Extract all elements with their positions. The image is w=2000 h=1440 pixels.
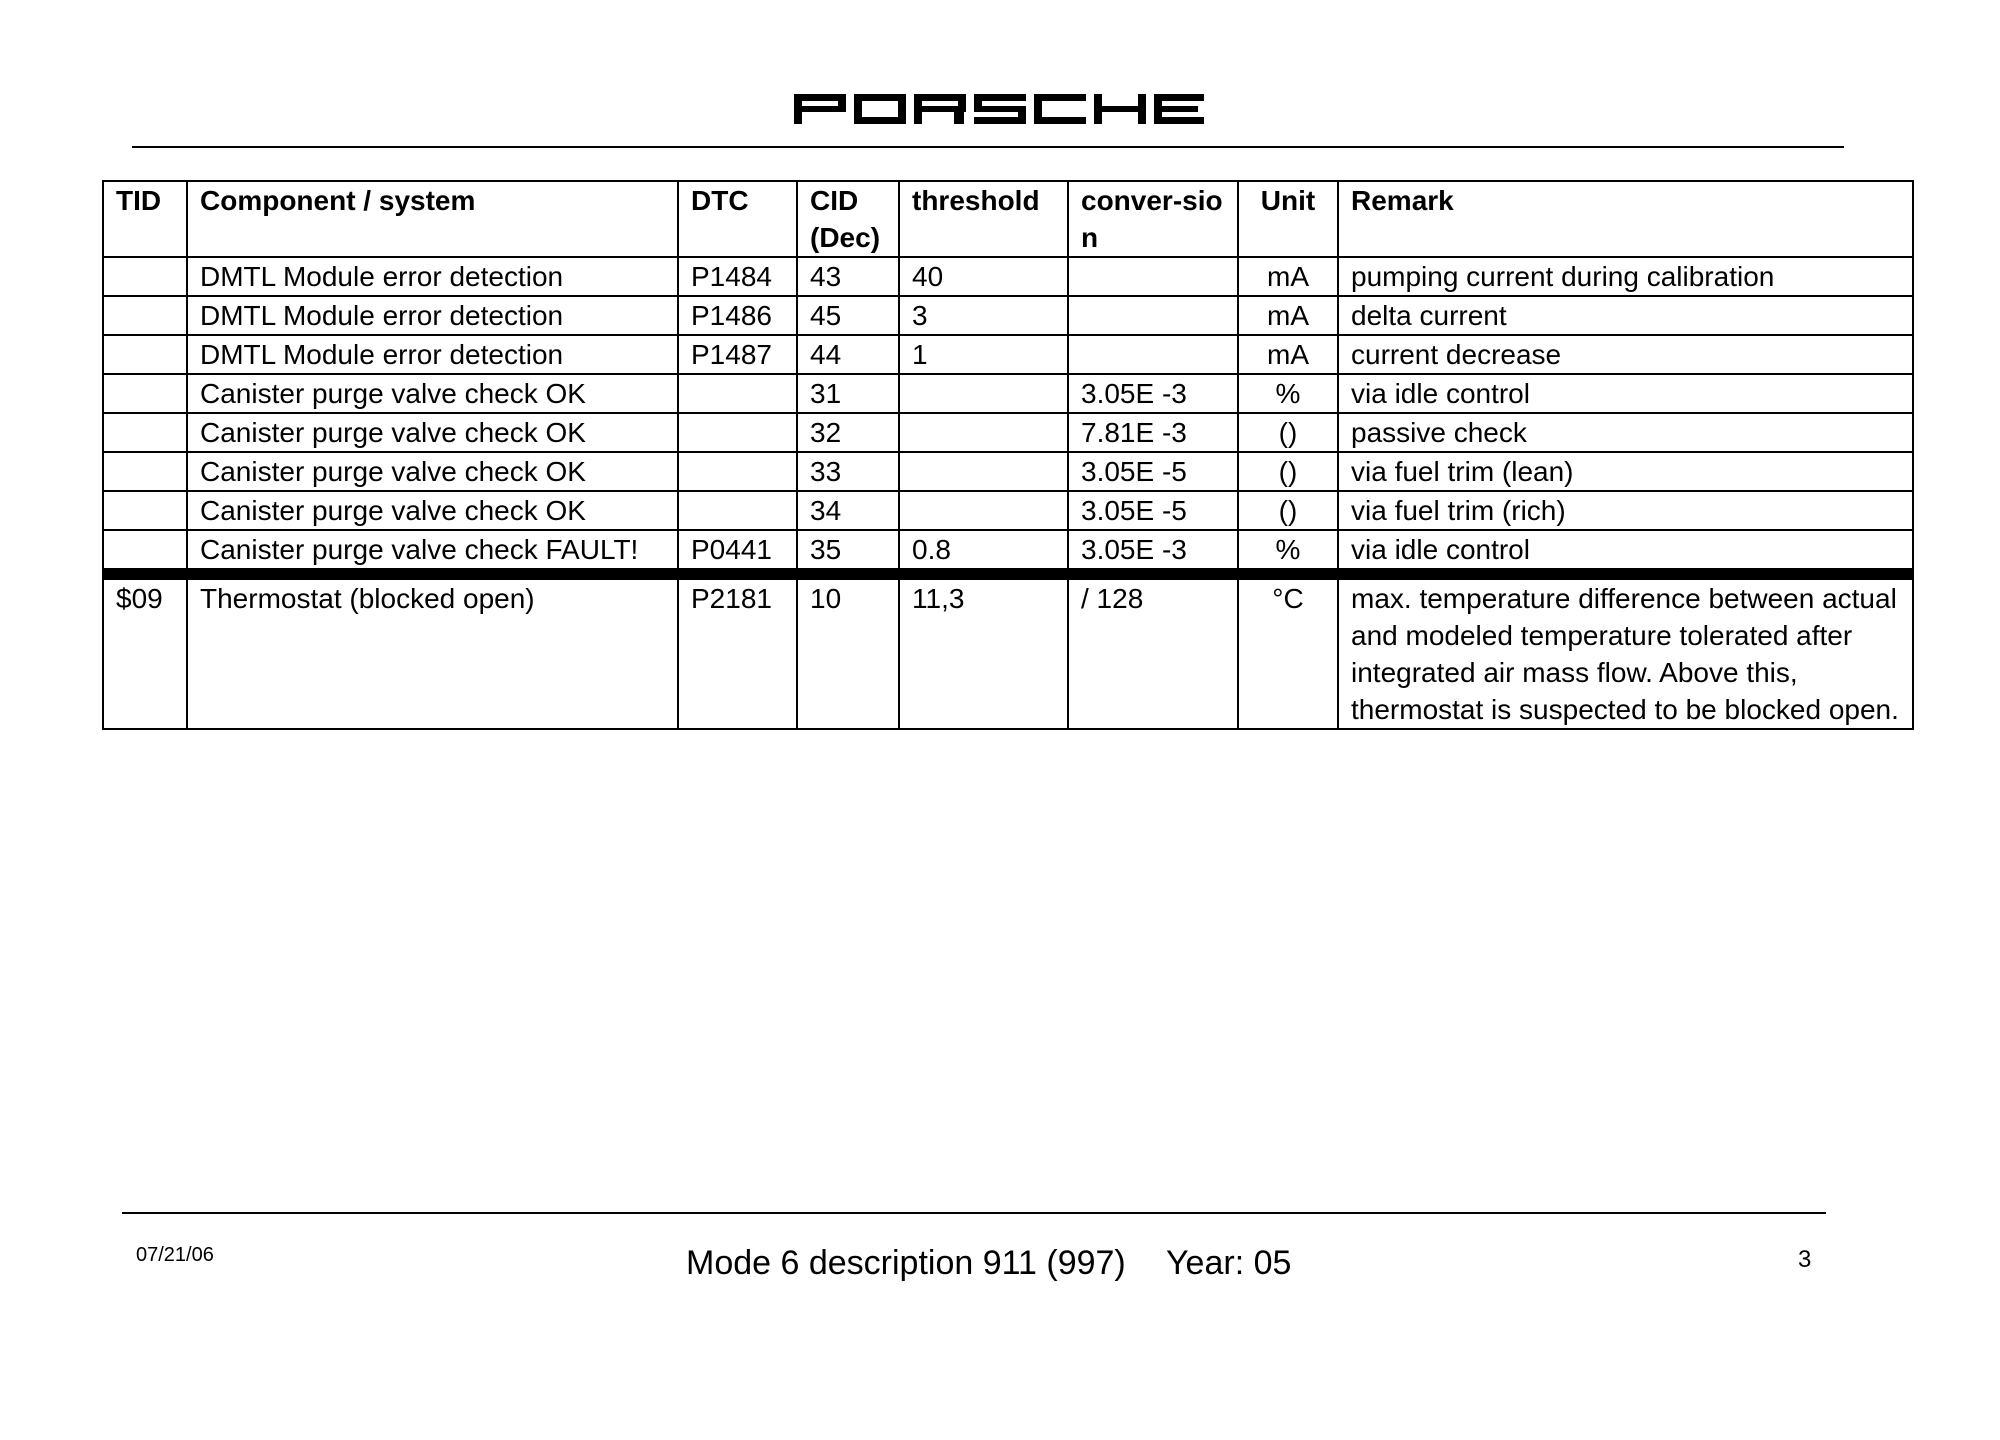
cell-threshold: 3 [899,296,1068,335]
cell-remark: via idle control [1338,530,1913,574]
mode6-table [102,180,1914,730]
cell-threshold [899,491,1068,530]
cell-cid: 43 [797,257,899,296]
cell-cid: 33 [797,452,899,491]
cell-threshold [899,374,1068,413]
cell-conversion [1068,257,1238,296]
cell-dtc: P1487 [678,335,797,374]
cell-unit: () [1238,413,1338,452]
cell-component: DMTL Module error detection [187,296,678,335]
column-header-unit: Unit [1238,181,1338,257]
cell-dtc [678,374,797,413]
footer-title: Mode 6 description 911 (997) [686,1244,1126,1282]
table-header-row [103,181,1913,257]
cell-tid [103,335,187,374]
cell-tid: $09 [103,574,187,729]
cell-component: Canister purge valve check OK [187,452,678,491]
cell-component: Canister purge valve check OK [187,374,678,413]
column-header-threshold: threshold [899,181,1068,257]
cell-unit: °C [1238,574,1338,729]
cell-remark: via fuel trim (lean) [1338,452,1913,491]
cell-conversion: 3.05E -5 [1068,491,1238,530]
cell-dtc: P1486 [678,296,797,335]
column-header-conversion: conver-sion [1068,181,1238,257]
cell-dtc [678,491,797,530]
cell-unit: mA [1238,296,1338,335]
cell-threshold: 1 [899,335,1068,374]
cell-cid: 31 [797,374,899,413]
cell-dtc [678,452,797,491]
column-header-component: Component / system [187,181,678,257]
table-row [103,257,1913,296]
cell-cid: 34 [797,491,899,530]
cell-component: Canister purge valve check FAULT! [187,530,678,574]
cell-component: Thermostat (blocked open) [187,574,678,729]
table-row [103,374,1913,413]
cell-component: Canister purge valve check OK [187,491,678,530]
column-header-remark: Remark [1338,181,1913,257]
table-row [103,296,1913,335]
cell-threshold: 11,3 [899,574,1068,729]
cell-tid [103,413,187,452]
cell-remark: current decrease [1338,335,1913,374]
footer-year: Year: 05 [1166,1244,1292,1282]
cell-unit: mA [1238,257,1338,296]
cell-remark: pumping current during calibration [1338,257,1913,296]
cell-threshold: 40 [899,257,1068,296]
cell-conversion: 3.05E -3 [1068,530,1238,574]
cell-dtc: P2181 [678,574,797,729]
cell-dtc: P1484 [678,257,797,296]
cell-conversion [1068,335,1238,374]
cell-tid [103,491,187,530]
cell-unit: % [1238,374,1338,413]
column-header-cid: CID (Dec) [797,181,899,257]
cell-component: DMTL Module error detection [187,335,678,374]
cell-conversion: 3.05E -5 [1068,452,1238,491]
cell-dtc [678,413,797,452]
cell-tid [103,530,187,574]
footer-divider [122,1212,1826,1214]
cell-unit: % [1238,530,1338,574]
table-row [103,530,1913,574]
cell-unit: mA [1238,335,1338,374]
table-row [103,452,1913,491]
column-header-tid: TID [103,181,187,257]
column-header-dtc: DTC [678,181,797,257]
porsche-logo [0,92,2000,131]
page-number: 3 [1798,1246,1812,1273]
cell-cid: 45 [797,296,899,335]
cell-cid: 10 [797,574,899,729]
cell-component: DMTL Module error detection [187,257,678,296]
cell-unit: () [1238,491,1338,530]
cell-conversion: 3.05E -3 [1068,374,1238,413]
cell-threshold [899,413,1068,452]
cell-component: Canister purge valve check OK [187,413,678,452]
table-row [103,413,1913,452]
cell-remark: via idle control [1338,374,1913,413]
cell-remark: delta current [1338,296,1913,335]
cell-remark: via fuel trim (rich) [1338,491,1913,530]
cell-cid: 32 [797,413,899,452]
cell-unit: () [1238,452,1338,491]
cell-conversion [1068,296,1238,335]
cell-threshold: 0.8 [899,530,1068,574]
cell-tid [103,452,187,491]
cell-tid [103,296,187,335]
cell-conversion: / 128 [1068,574,1238,729]
footer-date: 07/21/06 [136,1244,214,1266]
table-row [103,335,1913,374]
header-divider [132,146,1844,148]
cell-cid: 44 [797,335,899,374]
porsche-wordmark-icon [794,92,1206,126]
cell-conversion: 7.81E -3 [1068,413,1238,452]
table-row [103,574,1913,729]
table-row [103,491,1913,530]
cell-remark: passive check [1338,413,1913,452]
cell-tid [103,257,187,296]
cell-tid [103,374,187,413]
cell-dtc: P0441 [678,530,797,574]
cell-cid: 35 [797,530,899,574]
cell-remark: max. temperature difference between actual and modeled temperature tolerated after integrated air mass flow. Above this, thermostat is suspected to be blocked open. [1338,574,1913,729]
cell-threshold [899,452,1068,491]
